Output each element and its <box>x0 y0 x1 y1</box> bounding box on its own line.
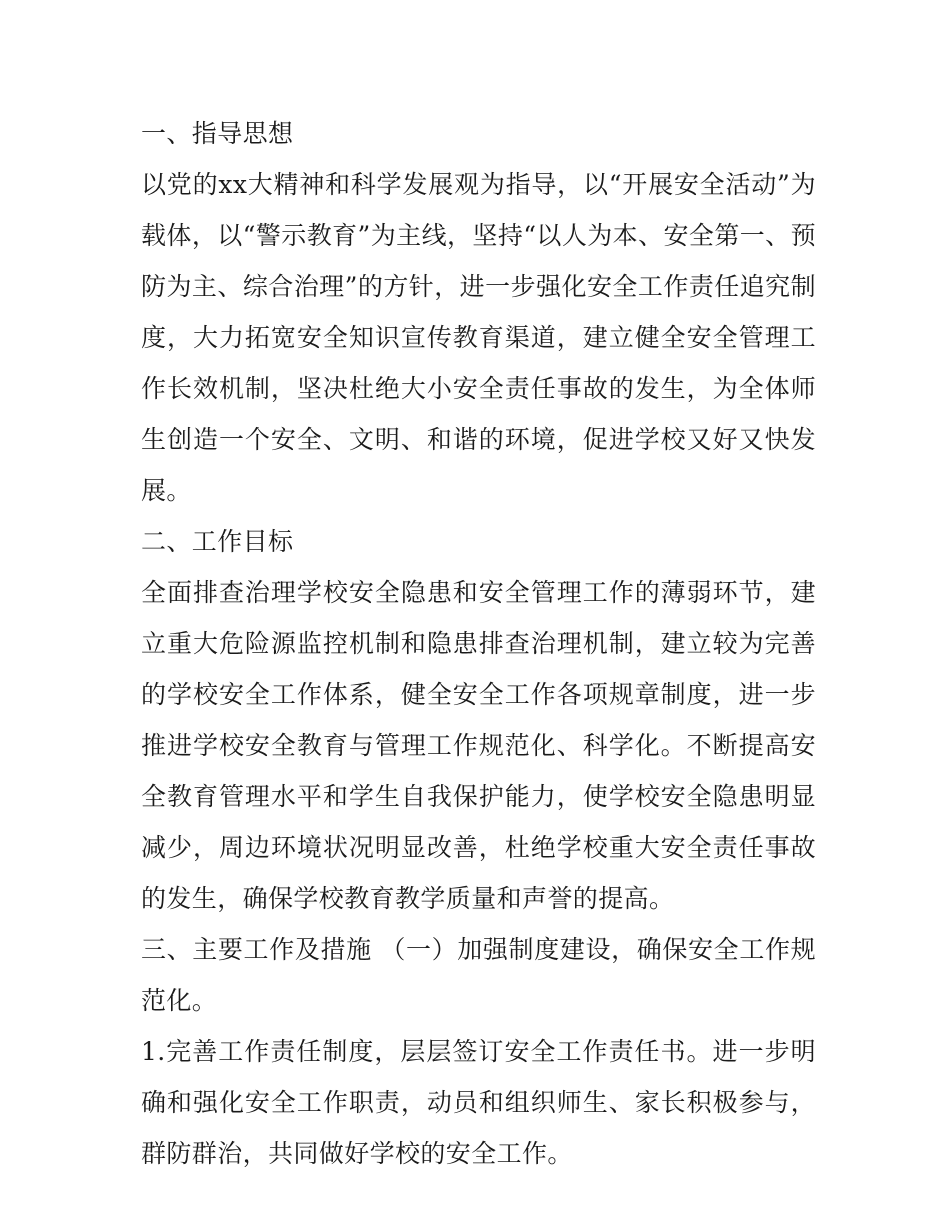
heading-work-goals: 二、工作目标 <box>141 527 294 556</box>
paragraph-responsibility-system: 1.完善工作责任制度，层层签订安全工作责任书。进一步明确和强化安全工作职责，动员和组织师生、家长积极参与，群防群治，共同做好学校的安全工作。 <box>141 1037 816 1168</box>
heading-guiding-ideology: 一、指导思想 <box>141 119 294 148</box>
document-body <box>141 108 816 1179</box>
paragraph-work-goals: 全面排查治理学校安全隐患和安全管理工作的薄弱环节，建立重大危险源监控机制和隐患排查治理机制，建立较为完善的学校安全工作体系，健全安全工作各项规章制度，进一步推进学校安全教育与管理工作规范化、科学化。不断提高安全教育管理水平和学生自我保护能力，使学校安全隐患明显减少，周边环境状况明显改善，杜绝学校重大安全责任事故的发生，确保学校教育教学质量和声誉的提高。 <box>141 578 816 913</box>
heading-main-work-measures: 三、主要工作及措施 （一）加强制度建设，确保安全工作规范化。 <box>141 935 816 1015</box>
paragraph-guiding-ideology: 以党的xx大精神和科学发展观为指导，以“开展安全活动”为载体，以“警示教育”为主线，坚持“以人为本、安全第一、预防为主、综合治理”的方针，进一步强化安全工作责任追究制度，大力拓宽安全知识宣传教育渠道，建立健全安全管理工作长效机制，坚决杜绝大小安全责任事故的发生，为全体师生创造一个安全、文明、和谐的环境，促进学校又好又快发展。 <box>141 170 816 505</box>
